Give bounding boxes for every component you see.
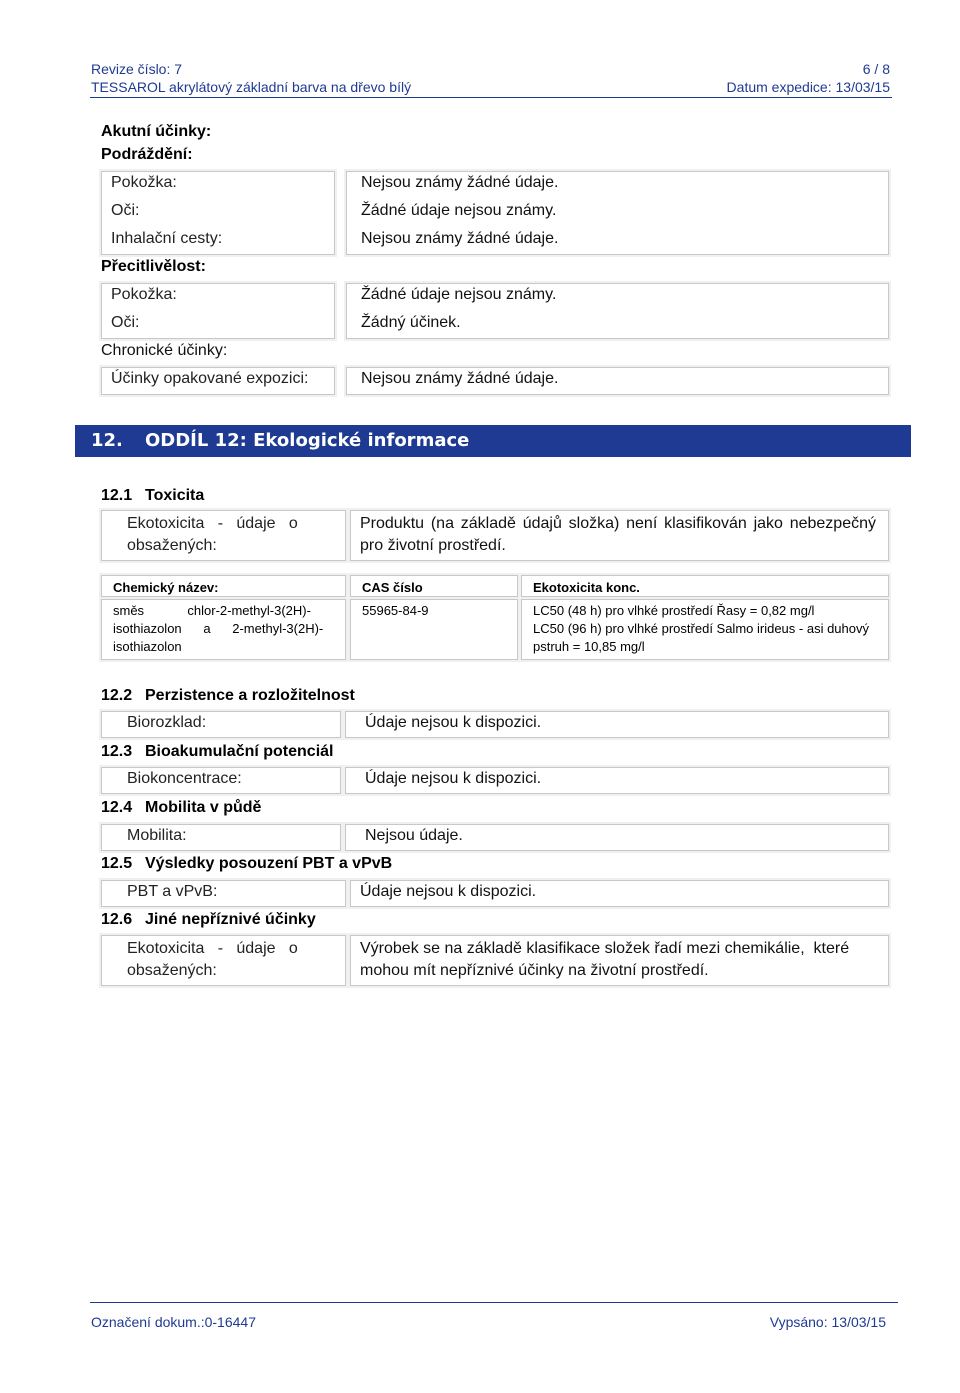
table-row-eco-line2: LC50 (96 h) pro vlhké prostředí Salmo irideus - asi duhový	[533, 621, 869, 636]
persistence-number: 12.2	[101, 687, 133, 704]
sensitization-title: Přecitlivělost:	[101, 258, 206, 275]
toxicity-value-line2: pro životní prostředí.	[360, 537, 506, 554]
toxicity-number: 12.1	[101, 487, 133, 504]
section-12-title: ODDÍL 12: Ekologické informace	[145, 430, 470, 451]
irritation-inhalation-value: Nejsou známy žádné údaje.	[361, 230, 559, 247]
chronic-repeated-value: Nejsou známy žádné údaje.	[361, 370, 559, 387]
other-effects-value-line1: Výrobek se na základě klasifikace složek řadí mezi chemikálie, které	[360, 940, 850, 957]
product-name: TESSAROL akrylátový základní barva na dřevo bílý	[91, 79, 412, 95]
chronic-effects-title: Chronické účinky:	[101, 342, 228, 359]
irritation-inhalation-label: Inhalační cesty:	[111, 230, 223, 247]
bioaccumulation-number: 12.3	[101, 743, 133, 760]
table-row-cas: 55965-84-9	[362, 603, 429, 618]
irritation-title: Podráždění:	[101, 146, 193, 163]
table-header-name: Chemický název:	[113, 580, 219, 595]
other-effects-title: Jiné nepříznivé účinky	[145, 911, 316, 928]
section-12-heading	[75, 425, 911, 457]
other-effects-number: 12.6	[101, 911, 133, 928]
bioaccumulation-title: Bioakumulační potenciál	[145, 743, 334, 760]
irritation-eyes-label: Oči:	[111, 202, 140, 219]
mobility-label: Mobilita:	[127, 827, 187, 844]
mobility-number: 12.4	[101, 799, 133, 816]
table-row-name-line3: isothiazolon	[113, 639, 182, 654]
persistence-title: Perzistence a rozložitelnost	[145, 687, 355, 704]
revision-number: Revize číslo: 7	[91, 61, 183, 77]
sensitization-skin-label: Pokožka:	[111, 286, 177, 303]
chronic-repeated-label: Účinky opakované expozici:	[111, 370, 309, 387]
irritation-skin-value: Nejsou známy žádné údaje.	[361, 174, 559, 191]
pbt-number: 12.5	[101, 855, 133, 872]
irritation-eyes-value: Žádné údaje nejsou známy.	[361, 202, 557, 219]
other-effects-value-line2: mohou mít nepříznivé účinky na životní prostředí.	[360, 962, 709, 979]
mobility-value: Nejsou údaje.	[365, 827, 463, 844]
mobility-title: Mobilita v půdě	[145, 799, 262, 816]
table-row-eco-line1: LC50 (48 h) pro vlhké prostředí Řasy = 0,82 mg/l	[533, 603, 815, 618]
header-rule	[90, 97, 892, 98]
issue-date: Datum expedice: 13/03/15	[726, 79, 890, 95]
section-12-number: 12.	[91, 430, 123, 451]
bioconcentration-value: Údaje nejsou k dispozici.	[365, 770, 542, 787]
toxicity-title: Toxicita	[145, 487, 205, 504]
toxicity-label-line2: obsažených:	[127, 537, 217, 554]
written-date: Vypsáno: 13/03/15	[769, 1314, 886, 1330]
other-effects-label-line2: obsažených:	[127, 962, 217, 979]
biodegradation-value: Údaje nejsou k dispozici.	[365, 714, 542, 731]
acute-effects-title: Akutní účinky:	[101, 123, 212, 140]
bioconcentration-label: Biokoncentrace:	[127, 770, 242, 787]
pbt-title: Výsledky posouzení PBT a vPvB	[145, 855, 393, 872]
document-id: Označení dokum.:0-16447	[91, 1314, 256, 1330]
irritation-skin-label: Pokožka:	[111, 174, 177, 191]
toxicity-value-line1: Produktu (na základě údajů složka) není klasifikován jako nebezpečný	[360, 515, 876, 532]
sensitization-eyes-value: Žádný účinek.	[361, 314, 461, 331]
footer-rule	[90, 1302, 898, 1303]
toxicity-label-line1: Ekotoxicita - údaje o	[127, 515, 298, 532]
table-header-cas: CAS číslo	[362, 580, 423, 595]
table-row-eco-line3: pstruh = 10,85 mg/l	[533, 639, 645, 654]
sensitization-eyes-label: Oči:	[111, 314, 140, 331]
biodegradation-label: Biorozklad:	[127, 714, 207, 731]
table-row-name-line2: isothiazolon a 2-methyl-3(2H)-	[113, 621, 324, 636]
pbt-label: PBT a vPvB:	[127, 883, 218, 900]
table-row-name-line1: směs chlor-2-methyl-3(2H)-	[113, 603, 311, 618]
table-header-eco: Ekotoxicita konc.	[533, 580, 640, 595]
page-number: 6 / 8	[862, 61, 890, 77]
pbt-value: Údaje nejsou k dispozici.	[360, 883, 537, 900]
sensitization-skin-value: Žádné údaje nejsou známy.	[361, 286, 557, 303]
other-effects-label-line1: Ekotoxicita - údaje o	[127, 940, 298, 957]
